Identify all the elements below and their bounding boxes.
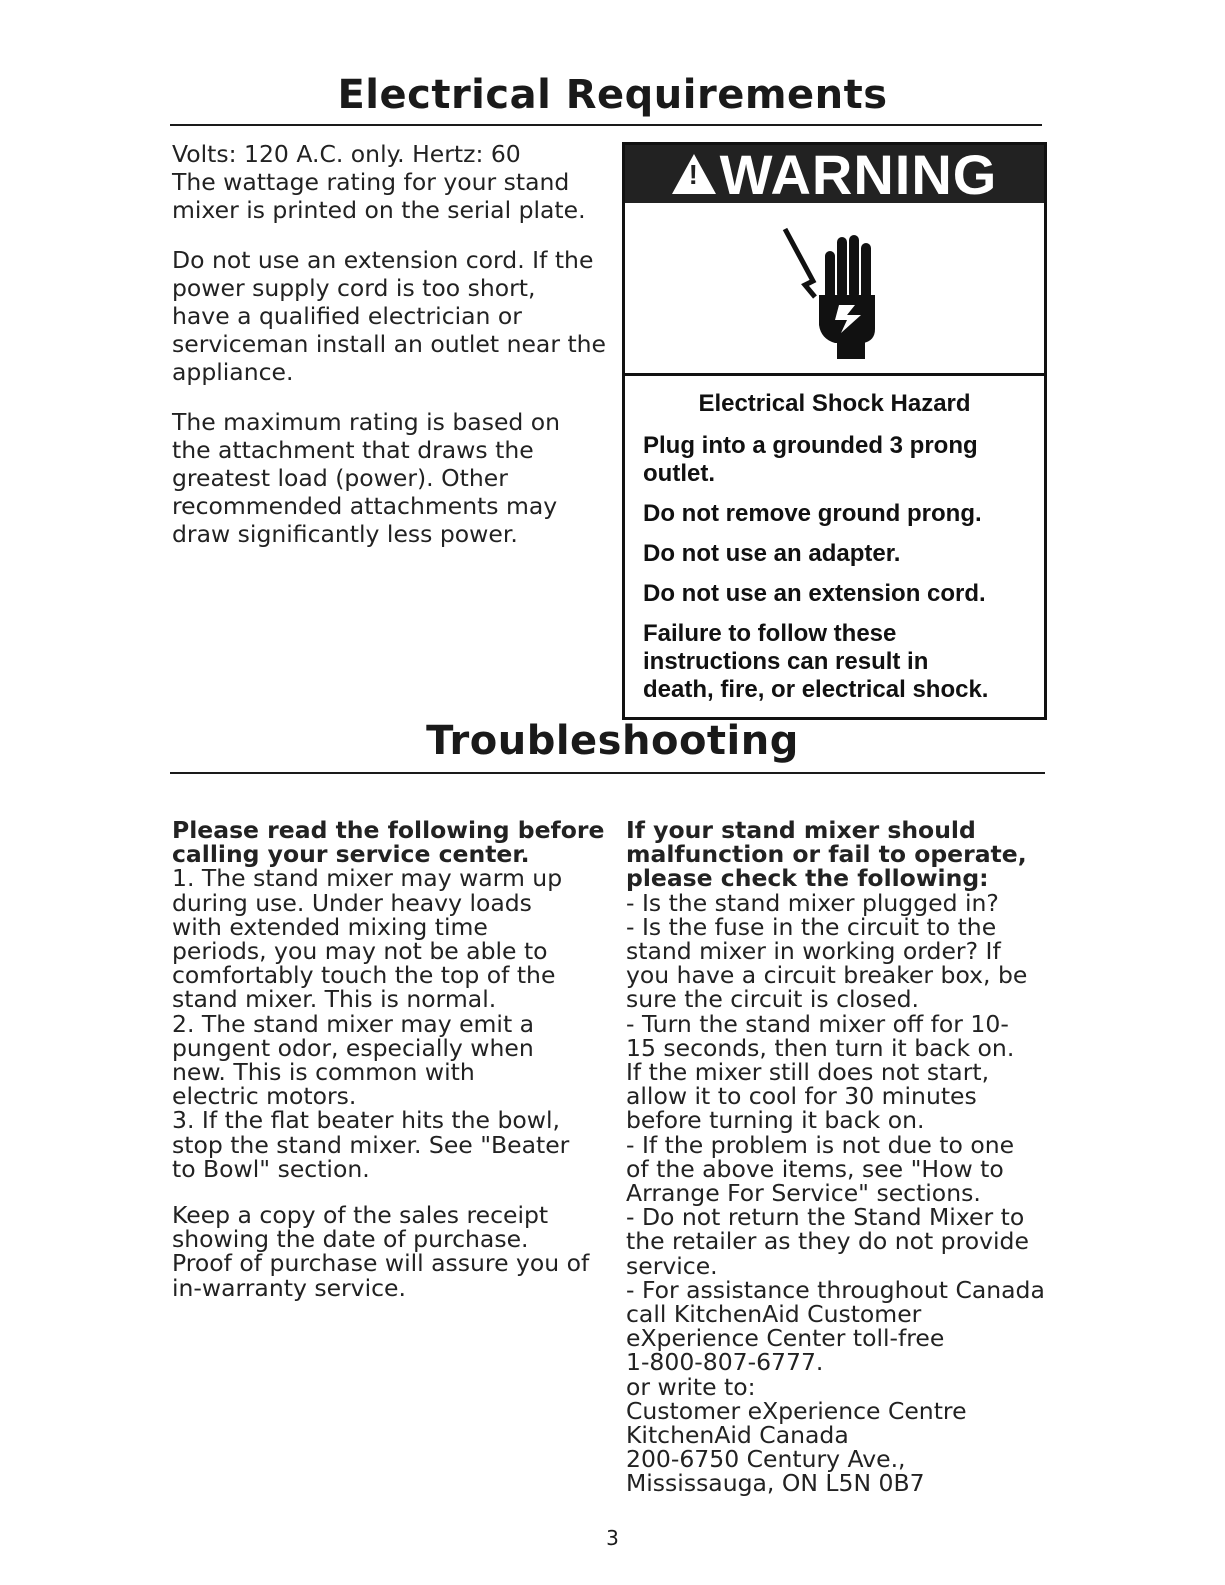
troubleshooting-title: Troubleshooting (426, 718, 799, 764)
warning-title: Electrical Shock Hazard (698, 390, 971, 417)
left-note: Keep a copy of the sales receipt showing the date of purchase. Proof of purchase will assure you of in-warranty service. (172, 1201, 590, 1302)
warning-header: ! WARNING (625, 145, 1044, 203)
shock-icon-area (625, 203, 1044, 376)
right-item-4: - If the problem is not due to one of the above items, see "How to Arrange For Service" sections. (626, 1130, 1015, 1208)
warning-item-grounded: Plug into a grounded 3 prong outlet. (643, 432, 978, 487)
right-item-3: - Turn the stand mixer off for 10- 15 seconds, then turn it back on. If the mixer still does not start, allow it to cool for 30 minutes before turning it back on. (626, 1009, 1015, 1135)
left-item-2: 2. The stand mixer may emit a pungent odor, especially when new. This is common with electric motors. (172, 1009, 535, 1111)
title-rule (170, 124, 1042, 126)
warning-box (622, 142, 1047, 720)
page-number: 3 (606, 1526, 619, 1550)
warning-content (625, 390, 1044, 704)
electrical-para-2: Do not use an extension cord. If the power supply cord is too short, have a qualified electrician or serviceman install an outlet near the appliance. (172, 246, 607, 386)
troubleshooting-left (172, 818, 612, 1300)
troubleshooting-right (626, 818, 1046, 1496)
electrical-text (172, 140, 612, 570)
left-item-3: 3. If the flat beater hits the bowl, stop the stand mixer. See "Beater to Bowl" section. (172, 1106, 570, 1183)
right-heading: If your stand mixer should malfunction or fail to operate, please check the following: (626, 816, 1027, 893)
left-heading: Please read the following before calling your service center. (172, 816, 605, 869)
warning-item-adapter: Do not use an adapter. (643, 540, 901, 567)
right-item-2: - Is the fuse in the circuit to the stand mixer in working order? If you have a circuit breaker box, be sure the circuit is closed. (626, 912, 1028, 1014)
electric-shock-hand-icon (775, 221, 895, 361)
left-item-1: 1. The stand mixer may warm up during use. Under heavy loads with extended mixing time periods, you may not be able to comfortably touch the top of the stand mixer. This is normal. (172, 864, 563, 1014)
electrical-para-1: Volts: 120 A.C. only. Hertz: 60 The wattage rating for your stand mixer is printed on the serial plate. (172, 140, 586, 224)
right-item-1: - Is the stand mixer plugged in? (626, 888, 999, 917)
right-item-5: - Do not return the Stand Mixer to the retailer as they do not provide service. (626, 1203, 1029, 1280)
warning-item-extension: Do not use an extension cord. (643, 580, 986, 607)
warning-item-ground-prong: Do not remove ground prong. (643, 500, 982, 527)
right-item-6: - For assistance throughout Canada call KitchenAid Customer eXperience Center toll-free 1-800-807-6777. or write to: Customer eXperience Centre KitchenAid Canada 200-6750 Century Ave., Mississauga, ON L5N 0B7 (626, 1275, 1045, 1498)
electrical-para-3: The maximum rating is based on the attachment that draws the greatest load (power). Other recommended attachments may draw significantly less power. (172, 408, 561, 548)
warning-item-failure: Failure to follow these instructions can result in death, fire, or electrical shock. (643, 620, 989, 703)
electrical-requirements-title: Electrical Requirements (337, 72, 888, 118)
warning-triangle-icon (672, 154, 716, 194)
troubleshooting-rule (170, 772, 1045, 774)
